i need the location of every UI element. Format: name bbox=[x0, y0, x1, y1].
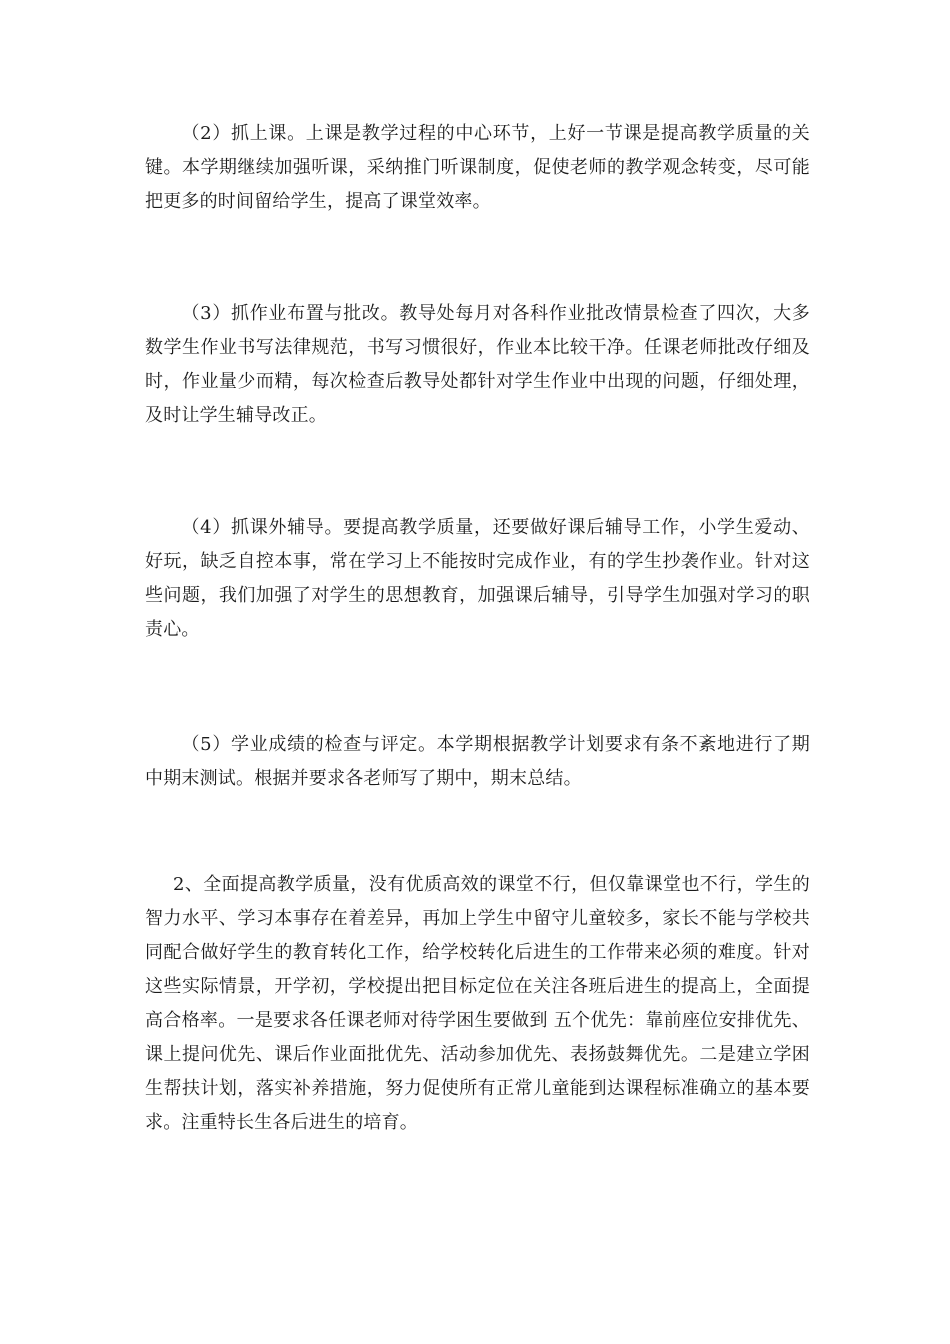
paragraph-text: 2、全面提高教学质量，没有优质高效的课堂不行，但仅靠课堂也不行，学生的智力水平、学习本事存在着差异，再加上学生中留守儿童较多，家长不能与学校共同配合做好学生的教育转化工作，给学校转化后进生的工作带来必须的难度。针对这些实际情景，开学初，学校提出把目标定位在关注各班后进生的提高上，全面提高合格率。一是要求各任课老师对待学困生要做到 五个优先：靠前座位安排优先、课上提问优先、课后作业面批优先、活动参加优先、表扬鼓舞优先。二是建立学困生帮扶计划，落实补养措施，努力促使所有正常儿童能到达课程标准确立的基本要求。注重特长生各后进生的培育。 bbox=[145, 874, 810, 1133]
paragraph-assessment bbox=[145, 728, 810, 796]
paragraph-quality bbox=[145, 868, 810, 1140]
paragraph-text: （4）抓课外辅导。要提高教学质量，还要做好课后辅导工作，小学生爱动、好玩，缺乏自控本事，常在学习上不能按时完成作业，有的学生抄袭作业。针对这些问题，我们加强了对学生的思想教育，加强课后辅导，引导学生加强对学习的职责心。 bbox=[145, 517, 810, 640]
paragraph-lecture bbox=[145, 117, 810, 219]
paragraph-homework bbox=[145, 297, 810, 433]
paragraph-text: （5）学业成绩的检查与评定。本学期根据教学计划要求有条不紊地进行了期中期末测试。根据并要求各老师写了期中，期末总结。 bbox=[145, 734, 810, 789]
paragraph-text: （2）抓上课。上课是教学过程的中心环节，上好一节课是提高教学质量的关键。本学期继续加强听课，采纳推门听课制度，促使老师的教学观念转变，尽可能把更多的时间留给学生，提高了课堂效率。 bbox=[145, 123, 810, 212]
paragraph-tutoring bbox=[145, 511, 810, 647]
paragraph-text: （3）抓作业布置与批改。教导处每月对各科作业批改情景检查了四次，大多数学生作业书写法律规范，书写习惯很好，作业本比较干净。任课老师批改仔细及时，作业量少而精，每次检查后教导处都针对学生作业中出现的问题，仔细处理，及时让学生辅导改正。 bbox=[145, 303, 810, 426]
